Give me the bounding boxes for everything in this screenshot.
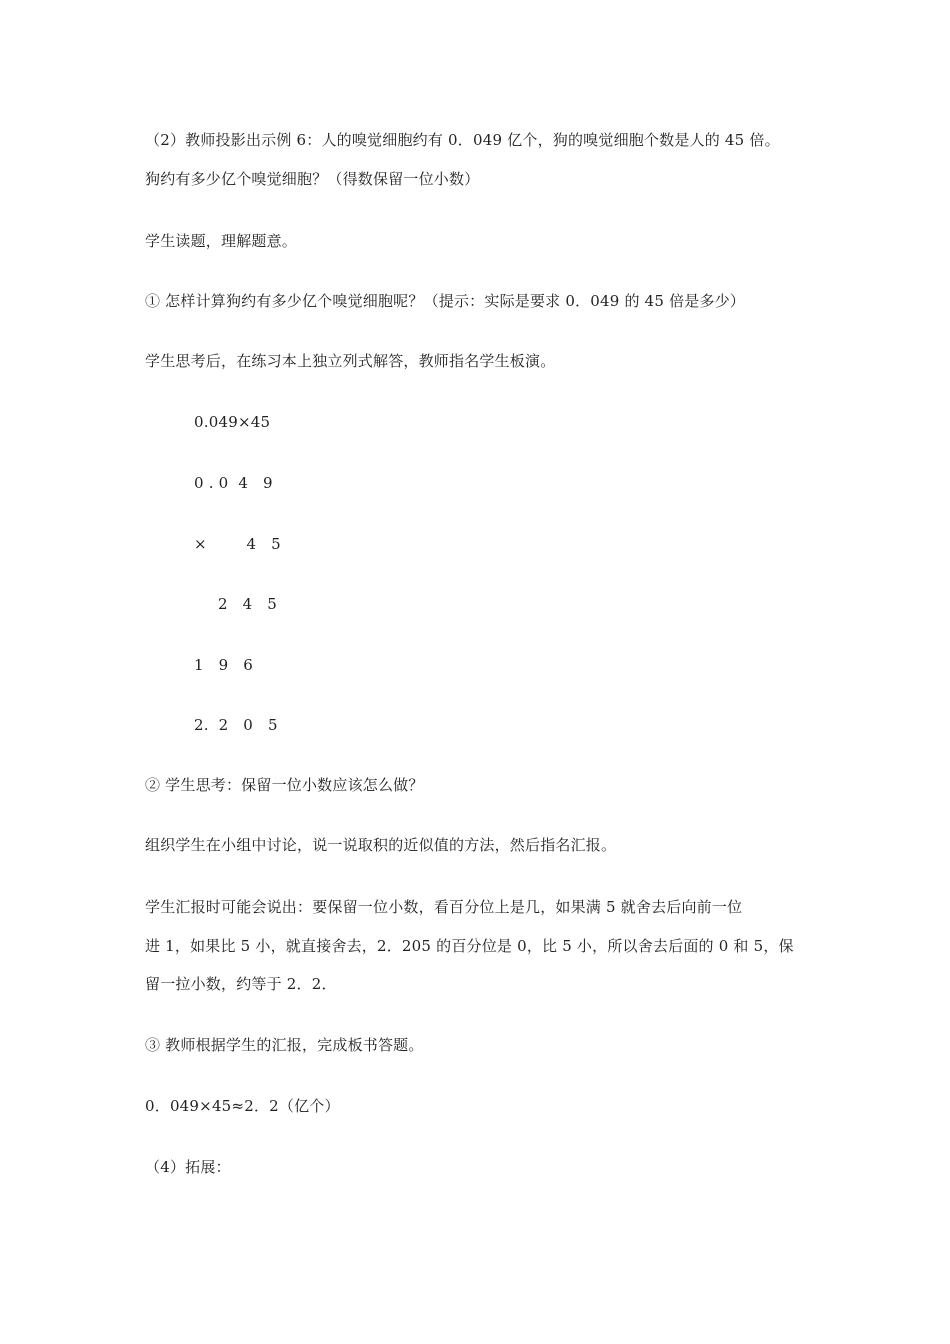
paragraph-question-3: ③ 教师根据学生的汇报，完成板书答题。: [145, 1036, 424, 1054]
paragraph-group-discussion: 组织学生在小组中讨论，说一说取积的近似值的方法，然后指名汇报。: [145, 836, 617, 854]
paragraph-report-line-3: 留一拉小数，约等于 2．2．: [145, 975, 337, 993]
calc-row-multiplier: × 4 5: [194, 535, 281, 553]
calc-row-multiplicand: 0 . 0 4 9: [194, 474, 273, 492]
paragraph-report-line-1: 学生汇报时可能会说出：要保留一位小数，看百分位上是几，如果满 5 就舍去后向前一位: [145, 898, 743, 916]
paragraph-example-6-line-1: （2）教师投影出示例 6：人的嗅觉细胞约有 0．049 亿个，狗的嗅觉细胞个数是人的 45 倍。: [145, 131, 780, 149]
calc-expression: 0.049×45: [194, 413, 271, 431]
paragraph-question-2: ② 学生思考：保留一位小数应该怎么做？: [145, 776, 424, 794]
paragraph-read-question: 学生读题，理解题意。: [145, 232, 298, 250]
calc-row-partial-1: 2 4 5: [218, 595, 278, 613]
paragraph-report-line-2: 进 1，如果比 5 小，就直接舍去，2．205 的百分位是 0，比 5 小，所以舍去后面的 0 和 5，保: [145, 937, 794, 955]
paragraph-question-1: ① 怎样计算狗约有多少亿个嗅觉细胞呢？（提示：实际是要求 0．049 的 45 倍是多少）: [145, 292, 746, 310]
calc-row-product: 2. 2 0 5: [194, 716, 278, 734]
paragraph-student-solve: 学生思考后，在练习本上独立列式解答，教师指名学生板演。: [145, 352, 556, 370]
paragraph-answer: 0．049×45≈2．2（亿个）: [145, 1097, 340, 1115]
paragraph-example-6-line-2: 狗约有多少亿个嗅觉细胞？（得数保留一位小数）: [145, 170, 480, 188]
paragraph-extension: （4）拓展：: [145, 1158, 231, 1176]
calc-row-partial-2: 1 9 6: [194, 656, 254, 674]
